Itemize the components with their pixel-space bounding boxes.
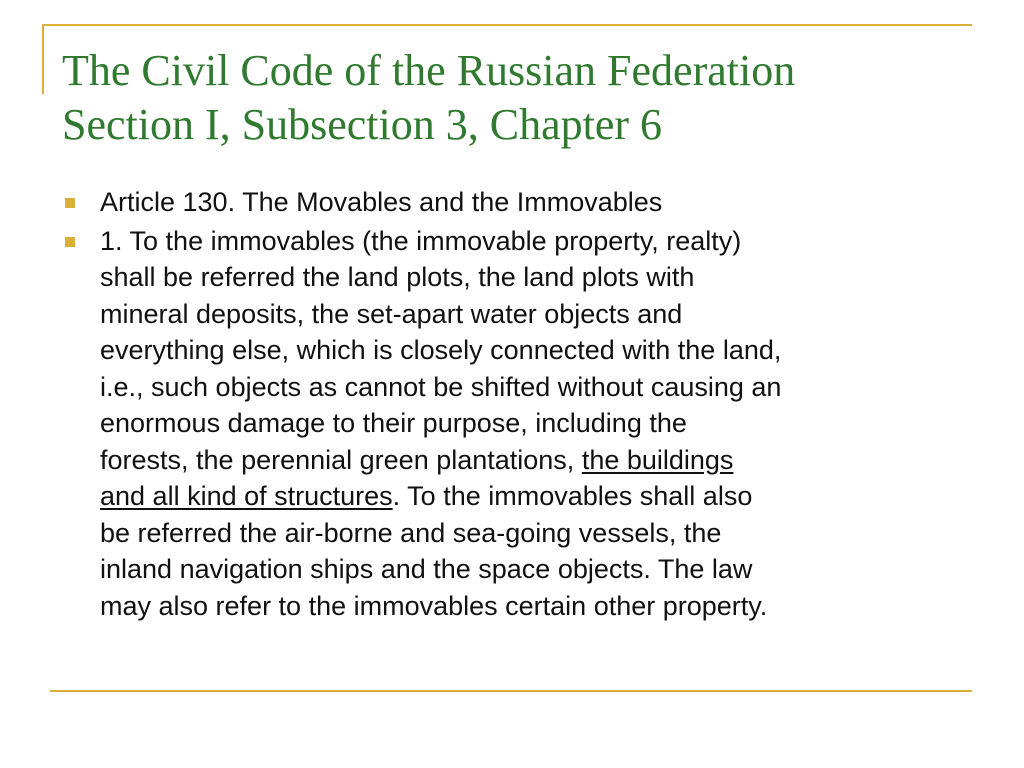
underlined-text-structures: and all kind of structures xyxy=(100,481,393,511)
bullet-line-segment: . To the immovables shall also xyxy=(392,481,753,511)
bullet-line: everything else, which is closely connected with the land, xyxy=(100,335,782,365)
title-line-1: The Civil Code of the Russian Federation xyxy=(62,46,796,95)
bullet-line: i.e., such objects as cannot be shifted without causing an xyxy=(100,371,782,402)
bullet-text: Article 130. The Movables and the Immovables xyxy=(100,187,663,217)
bullet-line: be referred the air-borne and sea-going vessels, the xyxy=(100,517,722,548)
square-bullet-icon xyxy=(65,237,75,247)
bullet-line-segment: forests, the perennial green plantations, xyxy=(100,444,582,475)
slide-title xyxy=(62,44,982,152)
title-line-2: Section I, Subsection 3, Chapter 6 xyxy=(62,100,663,149)
bullet-line: shall be referred the land plots, the land plots with xyxy=(100,262,695,292)
bottom-divider-rule xyxy=(50,690,972,692)
underlined-text-buildings: the buildings xyxy=(581,444,734,475)
bullet-list xyxy=(62,184,974,626)
bullet-line: inland navigation ships and the space objects. The law xyxy=(100,554,753,584)
bullet-line-with-underline xyxy=(100,478,974,515)
top-divider-rule xyxy=(42,24,972,26)
bullet-item-article-heading xyxy=(62,184,974,221)
square-bullet-icon xyxy=(65,198,75,208)
bullet-line: mineral deposits, the set-apart water objects and xyxy=(100,298,683,329)
left-accent-rule xyxy=(42,24,44,94)
bullet-line: 1. To the immovables (the immovable property, realty) xyxy=(100,225,742,256)
bullet-item-article-body xyxy=(62,223,974,625)
bullet-line: enormous damage to their purpose, including the xyxy=(100,408,687,438)
bullet-line: may also refer to the immovables certain other property. xyxy=(100,590,768,621)
bullet-line-with-underline xyxy=(100,442,974,479)
